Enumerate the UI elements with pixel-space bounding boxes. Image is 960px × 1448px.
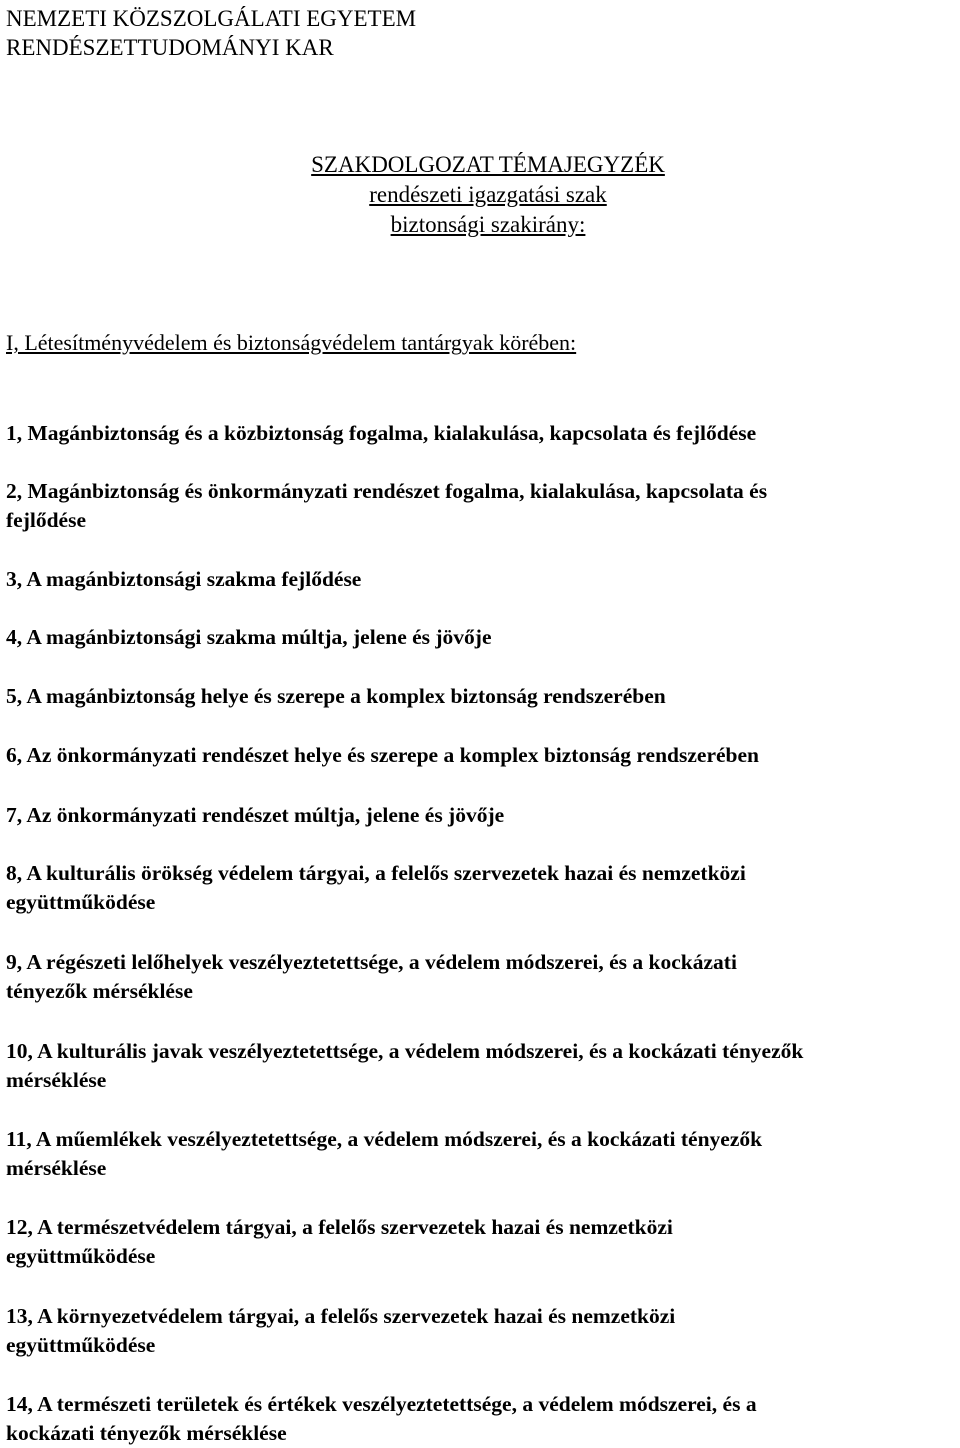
section-heading: I, Létesítményvédelem és biztonságvédelem tantárgyak körében: bbox=[6, 330, 577, 355]
institution-name: NEMZETI KÖZSZOLGÁLATI EGYETEM bbox=[6, 6, 417, 31]
topic-item bbox=[6, 859, 958, 917]
topic-line: 1, Magánbiztonság és a közbiztonság fogalma, kialakulása, kapcsolata és fejlődése bbox=[6, 421, 757, 445]
topic-line: mérséklése bbox=[6, 1156, 107, 1180]
topic-line: együttműködése bbox=[6, 890, 156, 914]
topic-item bbox=[6, 1302, 958, 1360]
topic-line: 5, A magánbiztonság helye és szerepe a komplex biztonság rendszerében bbox=[6, 684, 666, 708]
document-title: SZAKDOLGOZAT TÉMAJEGYZÉK bbox=[311, 152, 665, 177]
topic-line: 7, Az önkormányzati rendészet múltja, jelene és jövője bbox=[6, 803, 505, 827]
topic-line: együttműködése bbox=[6, 1333, 156, 1357]
topic-item bbox=[6, 741, 958, 770]
topic-line: 4, A magánbiztonsági szakma múltja, jelene és jövője bbox=[6, 625, 492, 649]
topic-item bbox=[6, 801, 958, 830]
topic-line: tényezők mérséklése bbox=[6, 979, 193, 1003]
topic-item bbox=[6, 948, 958, 1006]
program-name: rendészeti igazgatási szak bbox=[369, 182, 607, 207]
specialization-line bbox=[0, 210, 960, 239]
topic-line: együttműködése bbox=[6, 1244, 156, 1268]
topic-line: 6, Az önkormányzati rendészet helye és szerepe a komplex biztonság rendszerében bbox=[6, 743, 760, 767]
faculty-name: RENDÉSZETTUDOMÁNYI KAR bbox=[6, 35, 334, 60]
topic-line: 11, A műemlékek veszélyeztetettsége, a védelem módszerei, és a kockázati tényezők bbox=[6, 1127, 763, 1151]
topic-item bbox=[6, 623, 958, 652]
specialization-name: biztonsági szakirány: bbox=[390, 212, 586, 237]
topic-item bbox=[6, 1390, 958, 1448]
topic-line: 10, A kulturális javak veszélyeztetettsége, a védelem módszerei, és a kockázati tényezők bbox=[6, 1039, 804, 1063]
topic-line: 13, A környezetvédelem tárgyai, a felelős szervezetek hazai és nemzetközi bbox=[6, 1304, 676, 1328]
program-line bbox=[0, 180, 960, 209]
topic-line: fejlődése bbox=[6, 508, 86, 532]
topic-line: 9, A régészeti lelőhelyek veszélyeztetettsége, a védelem módszerei, és a kockázati bbox=[6, 950, 737, 974]
topic-item bbox=[6, 1125, 958, 1183]
topic-line: kockázati tényezők mérséklése bbox=[6, 1421, 287, 1445]
topic-item bbox=[6, 1037, 958, 1095]
topic-item bbox=[6, 1213, 958, 1271]
document-title-line bbox=[0, 150, 960, 179]
topic-item bbox=[6, 565, 958, 594]
topic-item bbox=[6, 477, 958, 535]
topic-line: mérséklése bbox=[6, 1068, 107, 1092]
topic-line: 2, Magánbiztonság és önkormányzati rendészet fogalma, kialakulása, kapcsolata és bbox=[6, 479, 768, 503]
topic-line: 14, A természeti területek és értékek veszélyeztetettsége, a védelem módszerei, és a bbox=[6, 1392, 757, 1416]
topic-line: 8, A kulturális örökség védelem tárgyai, a felelős szervezetek hazai és nemzetközi bbox=[6, 861, 746, 885]
topic-item bbox=[6, 419, 958, 448]
topic-line: 3, A magánbiztonsági szakma fejlődése bbox=[6, 567, 362, 591]
topic-line: 12, A természetvédelem tárgyai, a felelős szervezetek hazai és nemzetközi bbox=[6, 1215, 673, 1239]
topic-item bbox=[6, 682, 958, 711]
